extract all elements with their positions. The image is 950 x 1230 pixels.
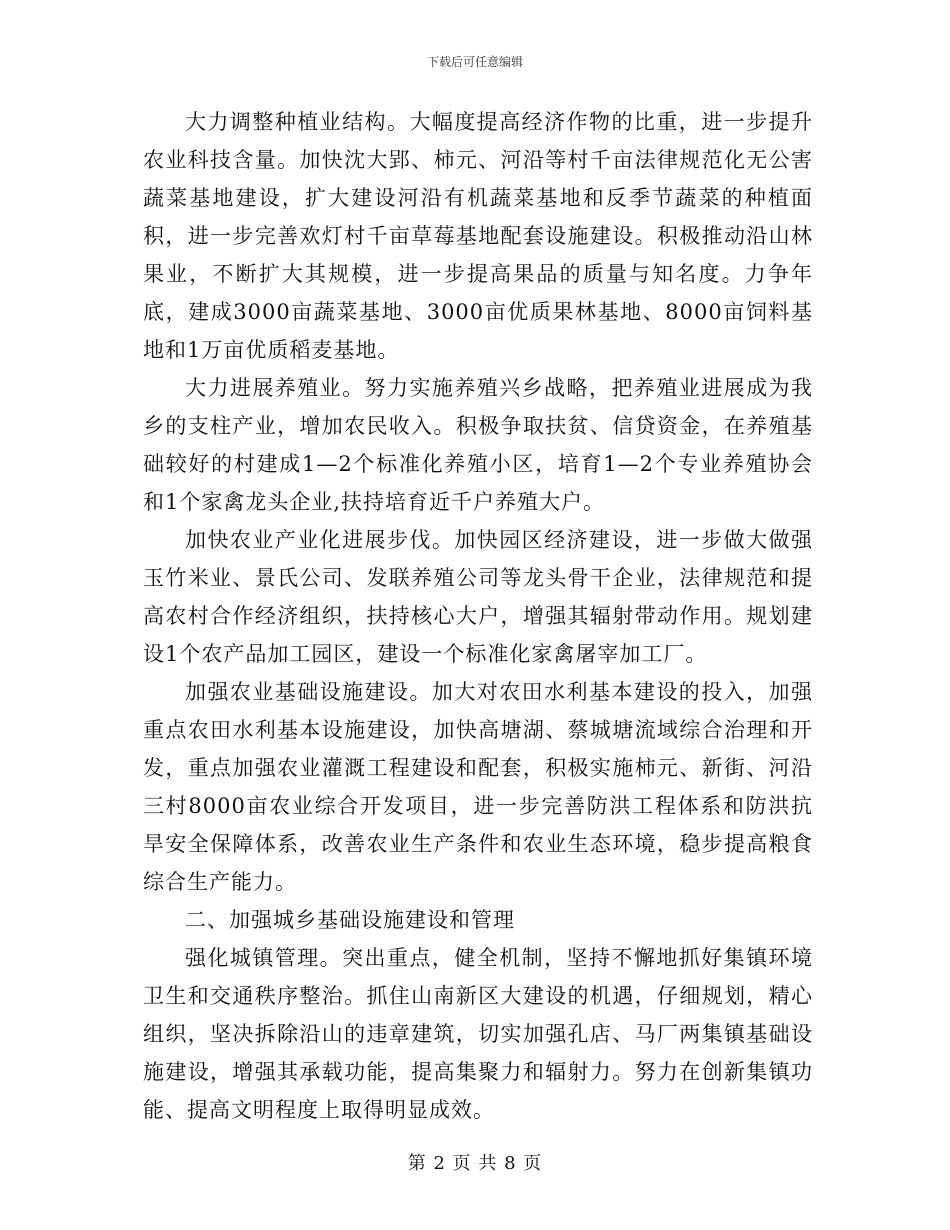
document-body: [143, 103, 813, 1129]
header-note: 下载后可任意编辑: [426, 55, 523, 69]
paragraph-planting: 大力调整种植业结构。大幅度提高经济作物的比重，进一步提升农业科技含量。加快沈大郢、柿元、河沿等村千亩法律规范化无公害蔬菜基地建设，扩大建设河沿有机蔬菜基地和反季节蔬菜的种植面积，进一步完善欢灯村千亩草莓基地配套设施建设。积极推动沿山林果业，不断扩大其规模，进一步提高果品的质量与知名度。力争年底，建成3000亩蔬菜基地、3000亩优质果林基地、8000亩饲料基地和1万亩优质稻麦基地。: [143, 110, 813, 362]
paragraph-breeding: 大力进展养殖业。努力实施养殖兴乡战略，把养殖业进展成为我乡的支柱产业，增加农民收入。积极争取扶贫、信贷资金，在养殖基础较好的村建成1—2个标准化养殖小区，培育1—2个专业养殖协会和1个家禽龙头企业,扶持培育近千户养殖大户。: [143, 376, 813, 514]
paragraph-town-management: 强化城镇管理。突出重点，健全机制，坚持不懈地抓好集镇环境卫生和交通秩序整治。抓住山南新区大建设的机遇，仔细规划，精心组织，坚决拆除沿山的违章建筑，切实加强孔店、马厂两集镇基础设施建设，增强其承载功能，提高集聚力和辐射力。努力在创新集镇功能、提高文明程度上取得明显成效。: [143, 946, 813, 1122]
page-number: 第 2 页 共 8 页: [407, 1153, 543, 1174]
section-heading: 二、加强城乡基础设施建设和管理: [185, 908, 515, 932]
paragraph-infrastructure: 加强农业基础设施建设。加大对农田水利基本建设的投入，加强重点农田水利基本设施建设，加快高塘湖、蔡城塘流域综合治理和开发，重点加强农业灌溉工程建设和配套，积极实施柿元、新街、河沿三村8000亩农业综合开发项目，进一步完善防洪工程体系和防洪抗旱安全保障体系，改善农业生产条件和农业生态环境，稳步提高粮食综合生产能力。: [143, 680, 813, 894]
paragraph-industrialization: 加快农业产业化进展步伐。加快园区经济建设，进一步做大做强玉竹米业、景氏公司、发联养殖公司等龙头骨干企业，法律规范和提高农村合作经济组织，扶持核心大户，增强其辐射带动作用。规划建设1个农产品加工园区，建设一个标准化家禽屠宰加工厂。: [143, 528, 813, 666]
